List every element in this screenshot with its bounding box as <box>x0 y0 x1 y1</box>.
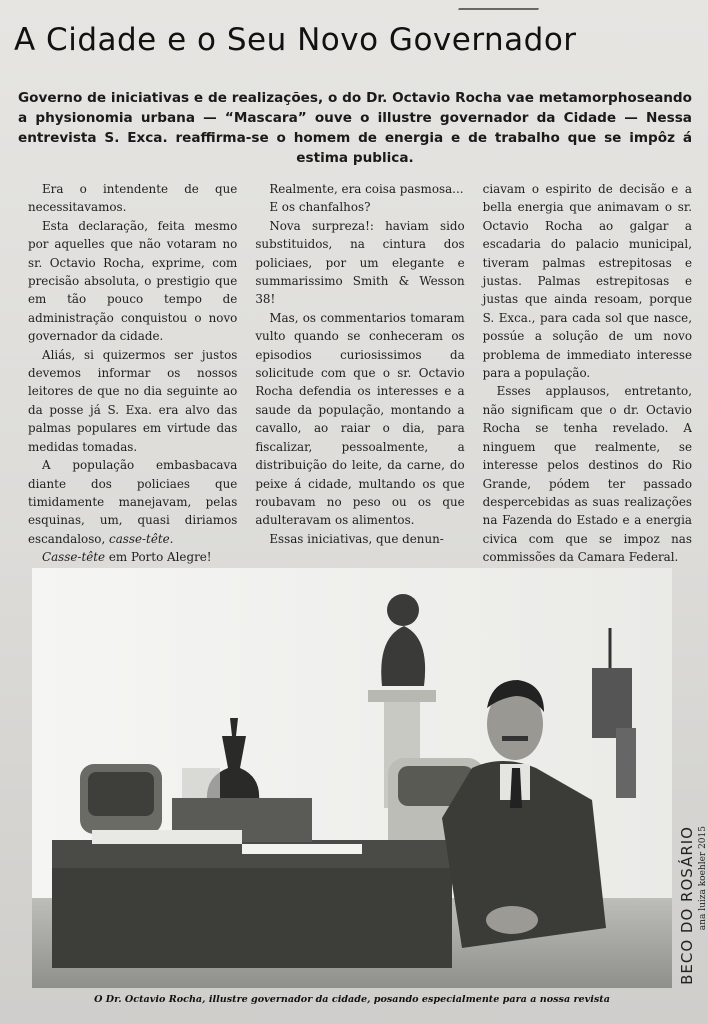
paragraph-text: em Porto Alegre! <box>108 550 212 565</box>
paragraph: Esta declaração, feita mesmo por aquelles que não votaram no sr. Octavio Rocha, exprime, com precisão absoluta, o prestigio que em tão pouco tempo de administração conquistou o novo governador da cidade. <box>28 218 238 344</box>
paragraph: ciavam o espirito de decisão e a bella energia que animavam o sr. Octavio Rocha ao galgar a escadaria do palacio municipal, tiveram palmas estrepitosas e justas. Palmas estrepitosas e justas que ainda resoam, porque S. Exca., para cada sol que nasce, possúe a solução de um novo problema de immediato interesse para a população. <box>482 182 692 381</box>
column-1 <box>28 180 237 566</box>
article-title: A Cidade e o Seu Novo Governador <box>14 22 577 58</box>
paragraph: E os chanfalhos? <box>269 200 371 215</box>
italic-term: casse-tête. <box>109 531 174 546</box>
credit-title: BECO DO ROSÁRIO <box>678 826 696 985</box>
bust-icon <box>381 626 425 686</box>
paragraph: Realmente, era coisa pasmosa... <box>269 182 464 196</box>
top-ink-mark <box>458 0 542 10</box>
paragraph <box>28 548 237 566</box>
italic-term: Casse-tête <box>42 550 106 565</box>
office-scene <box>32 568 672 988</box>
paragraph <box>28 456 237 548</box>
article-columns <box>28 180 692 566</box>
photo-caption: O Dr. Octavio Rocha, illustre governador da cidade, posando especialmente para a nossa revista <box>94 994 610 1005</box>
column-2 <box>255 180 464 566</box>
column-3 <box>483 180 692 566</box>
paragraph: Aliás, si quizermos ser justos devemos informar os nossos leitores de que no dia seguinte ao da posse já S. Exa. era alvo das palmas populares em virtude das medidas tomadas. <box>28 347 238 454</box>
credit-author: ana luiza koehler 2015 <box>698 826 708 931</box>
paragraph: Era o intendente de que necessitavamos. <box>28 182 238 215</box>
desk <box>52 868 452 968</box>
paragraph: Esses applausos, entretanto, não significam que o dr. Octavio Rocha se tenha revelado. A ninguem que realmente, se interesse pelos destinos do Rio Grande, pódem ter passado despercebidas as suas realizações na Fazenda do Estado e a energia civica com que se impoz nas commissões da Camara Federal. <box>482 384 692 565</box>
paragraph: Nova surpreza!: haviam sido substituidos, na cintura dos policiaes, por um elegante e summarissimo Smith & Wesson 38! <box>255 218 465 307</box>
paragraph: Essas iniciativas, que denun- <box>269 531 444 546</box>
article-subtitle: Governo de iniciativas e de realizações, o do Dr. Octavio Rocha vae metamorphoseando a physionomia urbana — “Mascara” ouve o illustre governador da Cidade — Nessa entrevista S. Exca. reaffirma-se o homem de energia e de trabalho que se impôz á estima publica. <box>18 90 692 166</box>
paragraph-text: A população embasbacava diante dos policiaes que timidamente manejavam, pelas esquinas, um, quasi diriamos escandaloso, <box>28 458 238 546</box>
paragraph: Mas, os commentarios tomaram vulto quando se conheceram os episodios curiosissimos da solicitude com que o sr. Octavio Rocha defendia os interesses e a saude da população, montando a cavallo, ao raiar o dia, para fiscalizar, pessoalmente, a distribuição do leite, da carne, do peixe á cidade, multando os que roubavam no peso ou os que adulteravam os alimentos. <box>255 310 465 528</box>
portrait-photograph <box>32 568 672 988</box>
side-credit <box>678 826 708 1016</box>
telephone-icon <box>592 668 632 738</box>
